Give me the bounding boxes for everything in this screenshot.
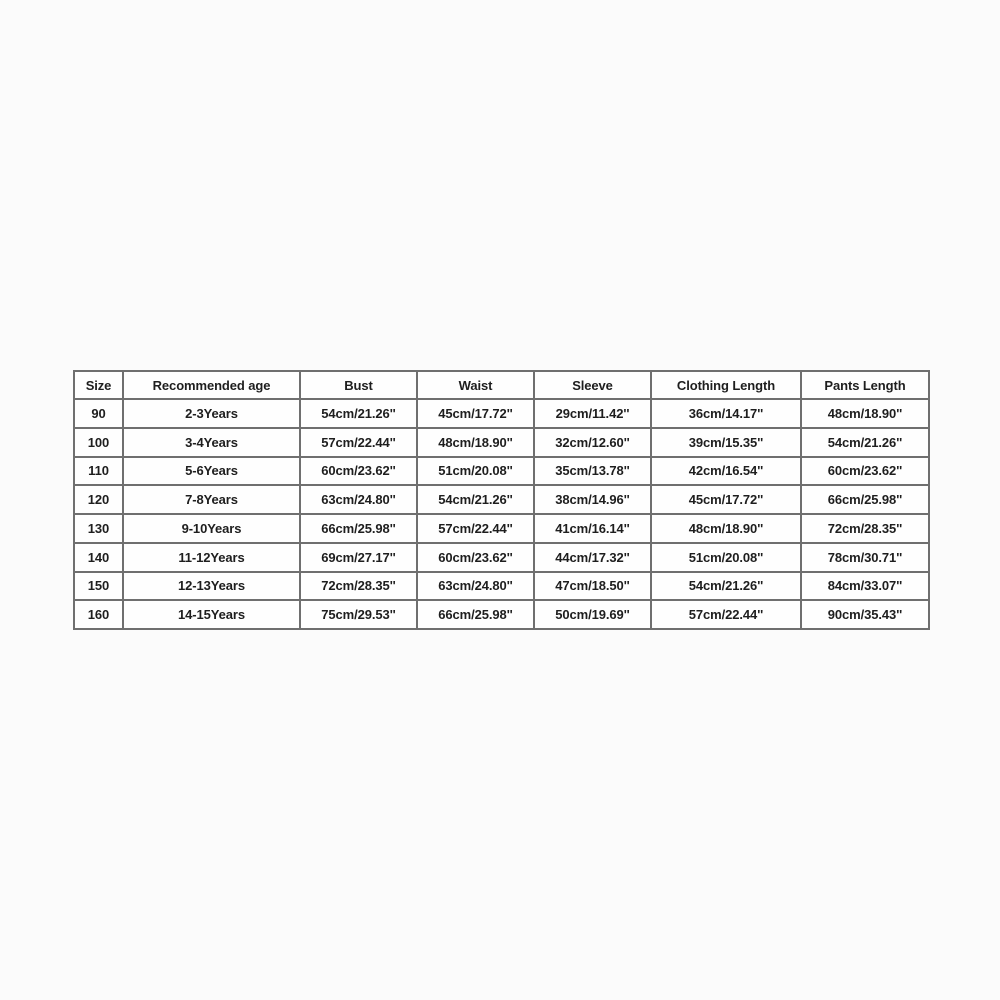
table-row	[74, 572, 929, 601]
header-recommended-age: Recommended age	[123, 371, 300, 399]
cell-waist: 54cm/21.26''	[417, 485, 534, 514]
cell-bust: 63cm/24.80''	[300, 485, 417, 514]
cell-size: 150	[74, 572, 123, 601]
cell-pants-length: 78cm/30.71''	[801, 543, 929, 572]
cell-waist: 57cm/22.44''	[417, 514, 534, 543]
cell-sleeve: 35cm/13.78''	[534, 457, 651, 486]
cell-pants-length: 48cm/18.90''	[801, 399, 929, 428]
cell-bust: 54cm/21.26''	[300, 399, 417, 428]
cell-clothing-length: 42cm/16.54''	[651, 457, 801, 486]
cell-clothing-length: 51cm/20.08''	[651, 543, 801, 572]
size-chart-table	[73, 370, 930, 630]
cell-pants-length: 60cm/23.62''	[801, 457, 929, 486]
header-bust: Bust	[300, 371, 417, 399]
cell-sleeve: 50cm/19.69''	[534, 600, 651, 629]
cell-clothing-length: 39cm/15.35''	[651, 428, 801, 457]
cell-pants-length: 90cm/35.43''	[801, 600, 929, 629]
cell-size: 100	[74, 428, 123, 457]
cell-size: 130	[74, 514, 123, 543]
cell-recommended-age: 7-8Years	[123, 485, 300, 514]
cell-bust: 69cm/27.17''	[300, 543, 417, 572]
size-chart-body	[74, 399, 929, 629]
cell-recommended-age: 12-13Years	[123, 572, 300, 601]
cell-size: 110	[74, 457, 123, 486]
cell-clothing-length: 36cm/14.17''	[651, 399, 801, 428]
header-row	[74, 371, 929, 399]
cell-bust: 57cm/22.44''	[300, 428, 417, 457]
cell-clothing-length: 57cm/22.44''	[651, 600, 801, 629]
cell-waist: 63cm/24.80''	[417, 572, 534, 601]
cell-clothing-length: 45cm/17.72''	[651, 485, 801, 514]
cell-sleeve: 41cm/16.14''	[534, 514, 651, 543]
table-row	[74, 485, 929, 514]
cell-sleeve: 29cm/11.42''	[534, 399, 651, 428]
cell-waist: 60cm/23.62''	[417, 543, 534, 572]
cell-clothing-length: 48cm/18.90''	[651, 514, 801, 543]
table-row	[74, 428, 929, 457]
table-row	[74, 399, 929, 428]
cell-recommended-age: 11-12Years	[123, 543, 300, 572]
table-row	[74, 457, 929, 486]
cell-bust: 66cm/25.98''	[300, 514, 417, 543]
cell-sleeve: 44cm/17.32''	[534, 543, 651, 572]
cell-recommended-age: 2-3Years	[123, 399, 300, 428]
cell-size: 120	[74, 485, 123, 514]
cell-recommended-age: 3-4Years	[123, 428, 300, 457]
header-waist: Waist	[417, 371, 534, 399]
cell-sleeve: 47cm/18.50''	[534, 572, 651, 601]
cell-recommended-age: 9-10Years	[123, 514, 300, 543]
cell-waist: 66cm/25.98''	[417, 600, 534, 629]
cell-recommended-age: 5-6Years	[123, 457, 300, 486]
cell-pants-length: 54cm/21.26''	[801, 428, 929, 457]
header-clothing-length: Clothing Length	[651, 371, 801, 399]
cell-waist: 45cm/17.72''	[417, 399, 534, 428]
cell-sleeve: 32cm/12.60''	[534, 428, 651, 457]
cell-pants-length: 66cm/25.98''	[801, 485, 929, 514]
table-row	[74, 543, 929, 572]
header-sleeve: Sleeve	[534, 371, 651, 399]
cell-pants-length: 72cm/28.35''	[801, 514, 929, 543]
cell-waist: 51cm/20.08''	[417, 457, 534, 486]
cell-clothing-length: 54cm/21.26''	[651, 572, 801, 601]
cell-sleeve: 38cm/14.96''	[534, 485, 651, 514]
header-size: Size	[74, 371, 123, 399]
cell-size: 90	[74, 399, 123, 428]
cell-bust: 72cm/28.35''	[300, 572, 417, 601]
table-row	[74, 600, 929, 629]
cell-pants-length: 84cm/33.07''	[801, 572, 929, 601]
cell-bust: 75cm/29.53''	[300, 600, 417, 629]
header-pants-length: Pants Length	[801, 371, 929, 399]
cell-waist: 48cm/18.90''	[417, 428, 534, 457]
cell-size: 140	[74, 543, 123, 572]
cell-recommended-age: 14-15Years	[123, 600, 300, 629]
cell-bust: 60cm/23.62''	[300, 457, 417, 486]
table-row	[74, 514, 929, 543]
cell-size: 160	[74, 600, 123, 629]
